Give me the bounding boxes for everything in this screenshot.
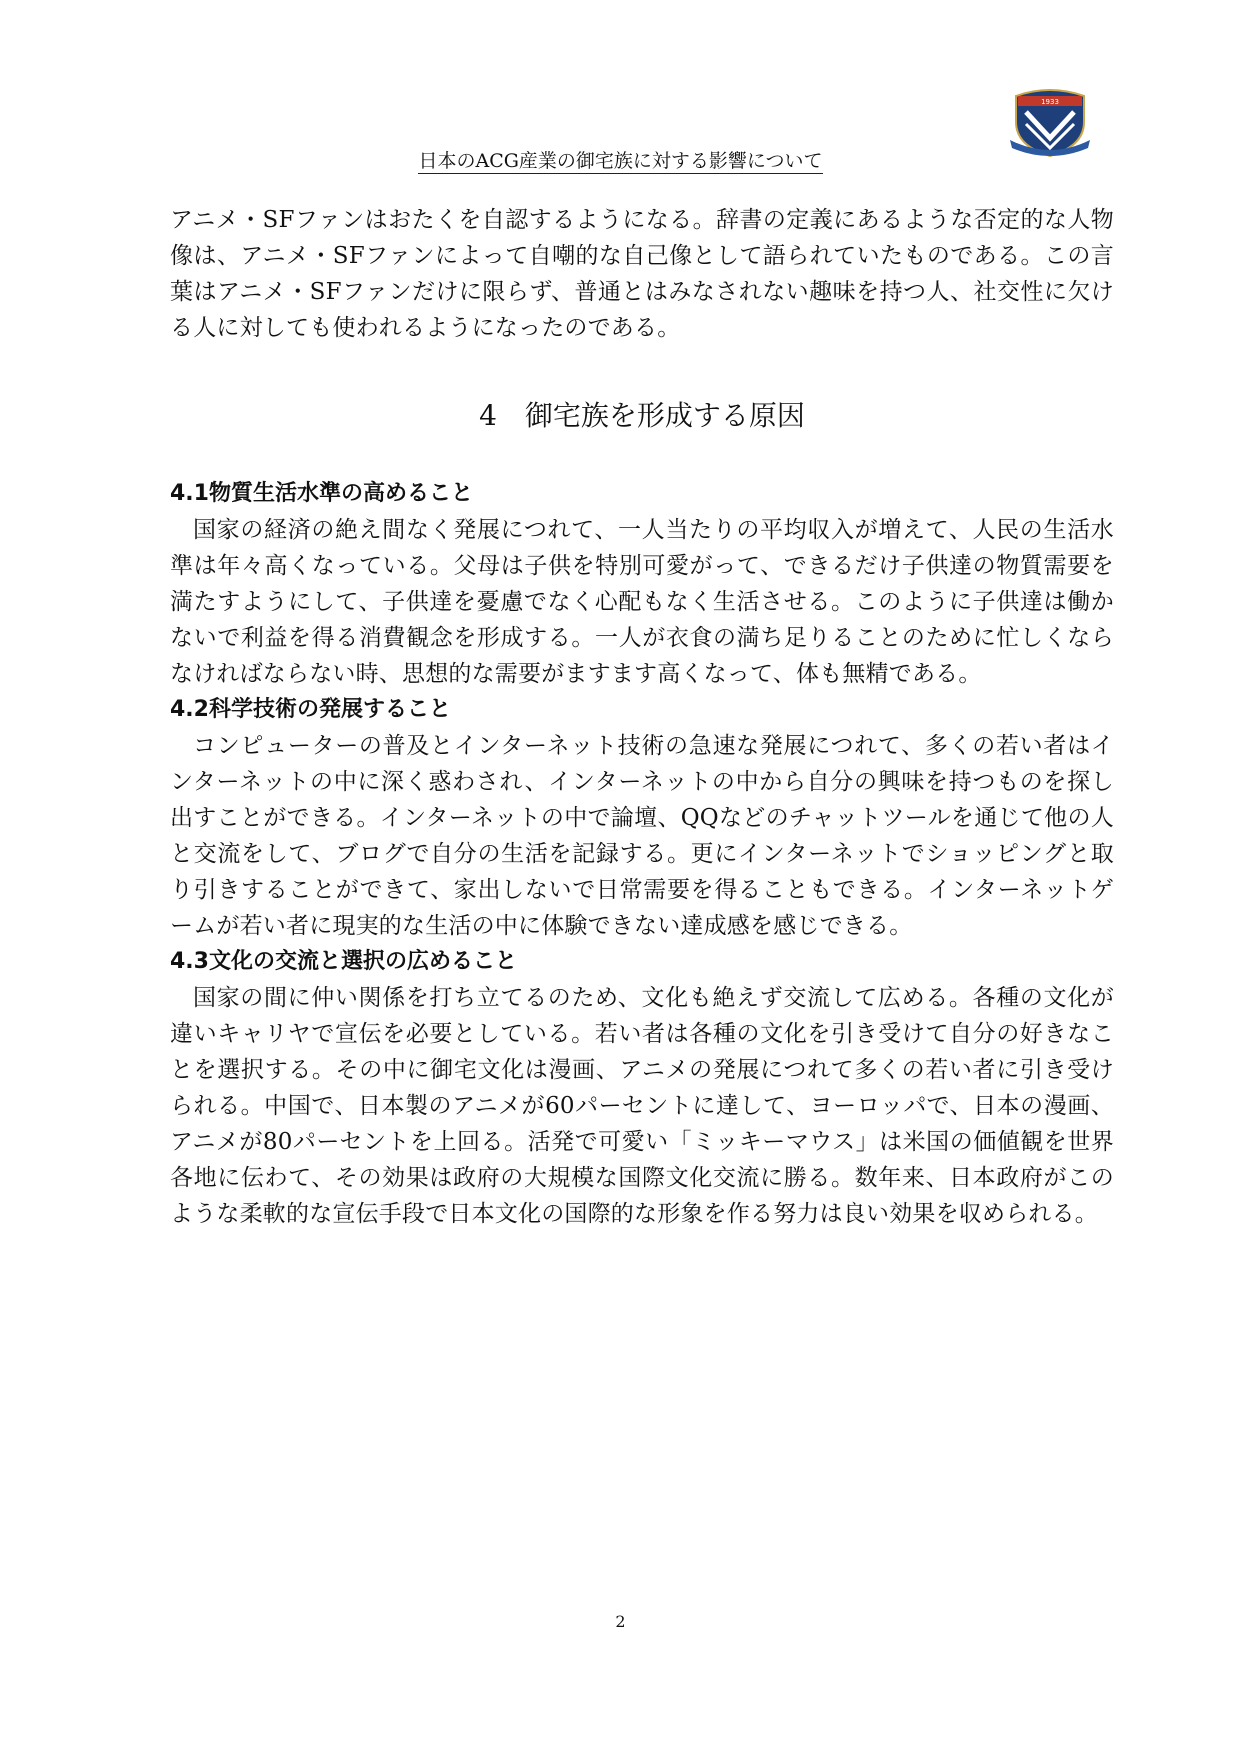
document-body — [170, 202, 1114, 1232]
section-body: 国家の間に仲い関係を打ち立てるのため、文化も絶えず交流して広める。各種の文化が違いキャリヤで宣伝を必要としている。若い者は各種の文化を引き受けて自分の好きなことを選択する。その中に御宅文化は漫画、アニメの発展につれて多くの若い者に引き受けられる。中国で、日本製のアニメが60パーセントに達して、ヨーロッパで、日本の漫画、アニメが80パーセントを上回る。活発で可愛い「ミッキーマウス」は米国の価値観を世界各地に伝わて、その効果は政府の大規模な国際文化交流に勝る。数年来、日本政府がこのような柔軟的な宣伝手段で日本文化の国際的な形象を作る努力は良い効果を収められる。 — [170, 985, 1114, 1227]
section-body: 国家の経済の絶え間なく発展につれて、一人当たりの平均収入が増えて、人民の生活水準は年々高くなっている。父母は子供を特別可愛がって、できるだけ子供達の物質需要を満たすようにして、子供達を憂慮でなく心配もなく生活させる。このように子供達は働かないで利益を得る消費観念を形成する。一人が衣食の満ち足りることのために忙しくならなければならない時、思想的な需要がますます高くなって、体も無精である。 — [170, 517, 1114, 687]
section-heading: 4.1物質生活水準の高めること — [170, 481, 473, 506]
chapter-heading: 4 御宅族を形成する原因 — [479, 399, 805, 432]
section-body: コンピューターの普及とインターネット技術の急速な発展につれて、多くの若い者はインターネットの中に深く惑わされ、インターネットの中から自分の興味を持つものを探し出すことができる。インターネットの中で論壇、QQなどのチャットツールを通じて他の人と交流をして、ブログで自分の生活を記録する。更にインターネットでショッピングと取り引きすることができて、家出しないで日常需要を得ることもできる。インターネットゲームが若い者に現実的な生活の中に体験できない達成感を感じできる。 — [170, 733, 1114, 939]
section-heading: 4.3文化の交流と選択の広めること — [170, 949, 517, 974]
university-crest-logo — [1008, 82, 1092, 158]
running-header-title: 日本のACG産業の御宅族に対する影響について — [418, 150, 823, 172]
section-4-1 — [170, 476, 1114, 692]
svg-text:1933: 1933 — [1041, 98, 1059, 106]
section-4-2 — [170, 692, 1114, 944]
running-header — [150, 148, 1091, 174]
section-heading: 4.2科学技術の発展すること — [170, 697, 451, 722]
intro-paragraph: アニメ・SFファンはおたくを自認するようになる。辞書の定義にあるような否定的な人物像は、アニメ・SFファンによって自嘲的な自己像として語られていたものである。この言葉はアニメ・SFファンだけに限らず、普通とはみなされない趣味を持つ人、社交性に欠ける人に対しても使われるようになったのである。 — [170, 207, 1114, 341]
page-number: 2 — [615, 1612, 626, 1631]
section-4-3 — [170, 944, 1114, 1232]
